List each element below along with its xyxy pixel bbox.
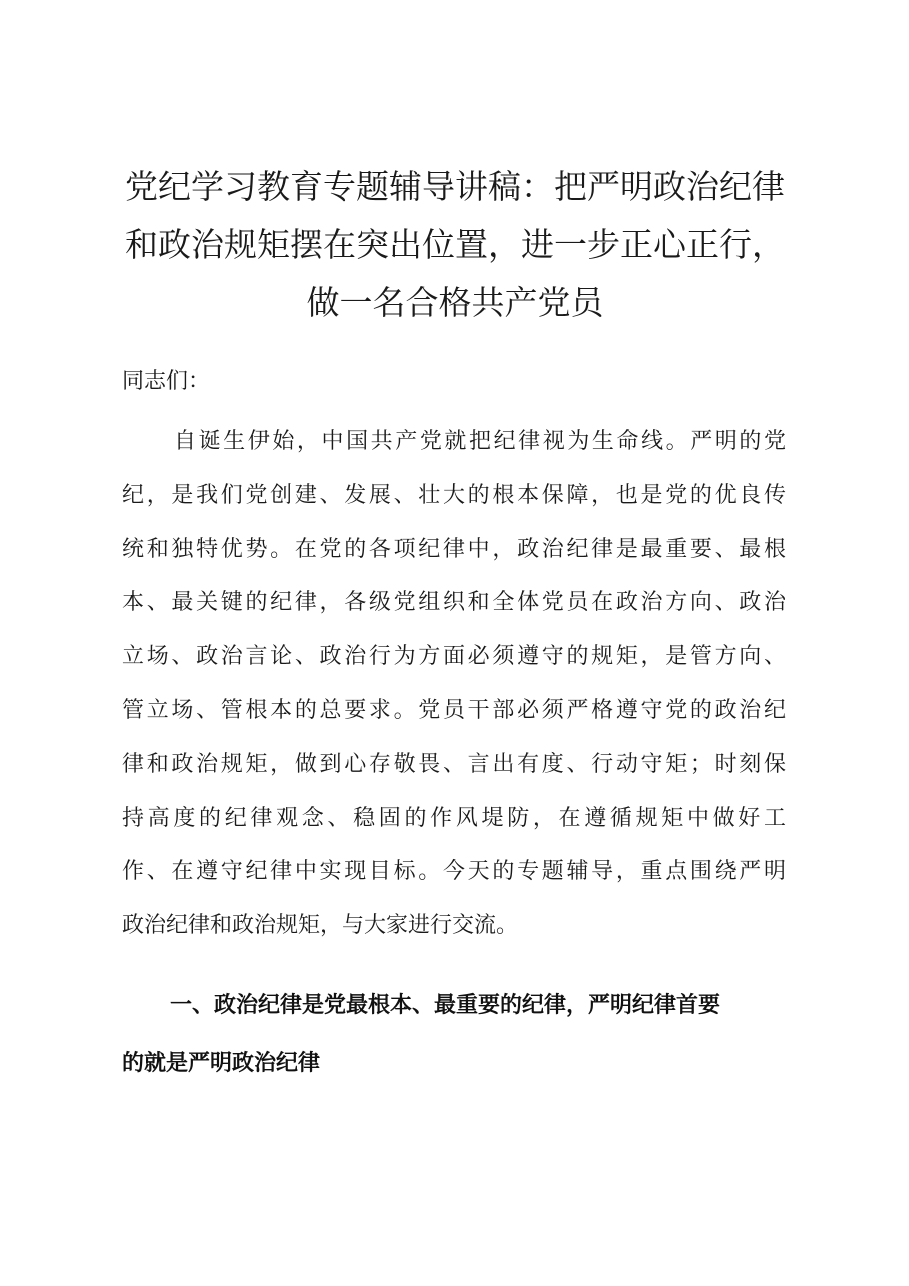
title-line-3: 做一名合格共产党员 <box>306 283 604 322</box>
title-line-2: 和政治规矩摆在突出位置，进一步正心正行， <box>125 225 785 264</box>
paragraph-line: 律和政治规矩，做到心存敬畏、言出有度、行动守矩；时刻保 <box>122 751 786 777</box>
paragraph-line: 管立场、管根本的总要求。党员干部必须严格遵守党的政治纪 <box>122 697 786 723</box>
paragraph-line: 立场、政治言论、政治行为方面必须遵守的规矩，是管方向、 <box>122 644 786 670</box>
paragraph-line: 政治纪律和政治规矩，与大家进行交流。 <box>122 913 519 939</box>
title-line-1: 党纪学习教育专题辅导讲稿：把严明政治纪律 <box>125 167 785 206</box>
intro-paragraph <box>122 415 786 953</box>
paragraph-line: 作、在遵守纪律中实现目标。今天的专题辅导，重点围绕严明 <box>122 859 786 885</box>
section-heading <box>122 977 786 1093</box>
paragraph-line: 持高度的纪律观念、稳固的作风堤防，在遵循规矩中做好工 <box>122 805 786 831</box>
document-title <box>110 158 800 332</box>
heading-line-1: 一、政治纪律是党最根本、最重要的纪律，严明纪律首要 <box>170 993 721 1018</box>
paragraph-line: 本、最关键的纪律，各级党组织和全体党员在政治方向、政治 <box>122 590 786 616</box>
paragraph-line: 统和独特优势。在党的各项纪律中，政治纪律是最重要、最根 <box>122 536 786 562</box>
heading-line-2: 的就是严明政治纪律 <box>122 1051 321 1076</box>
salutation: 同志们： <box>122 369 211 394</box>
paragraph-line: 自诞生伊始，中国共产党就把纪律视为生命线。严明的党 <box>174 429 786 454</box>
paragraph-line: 纪，是我们党创建、发展、壮大的根本保障，也是党的优良传 <box>122 482 786 508</box>
